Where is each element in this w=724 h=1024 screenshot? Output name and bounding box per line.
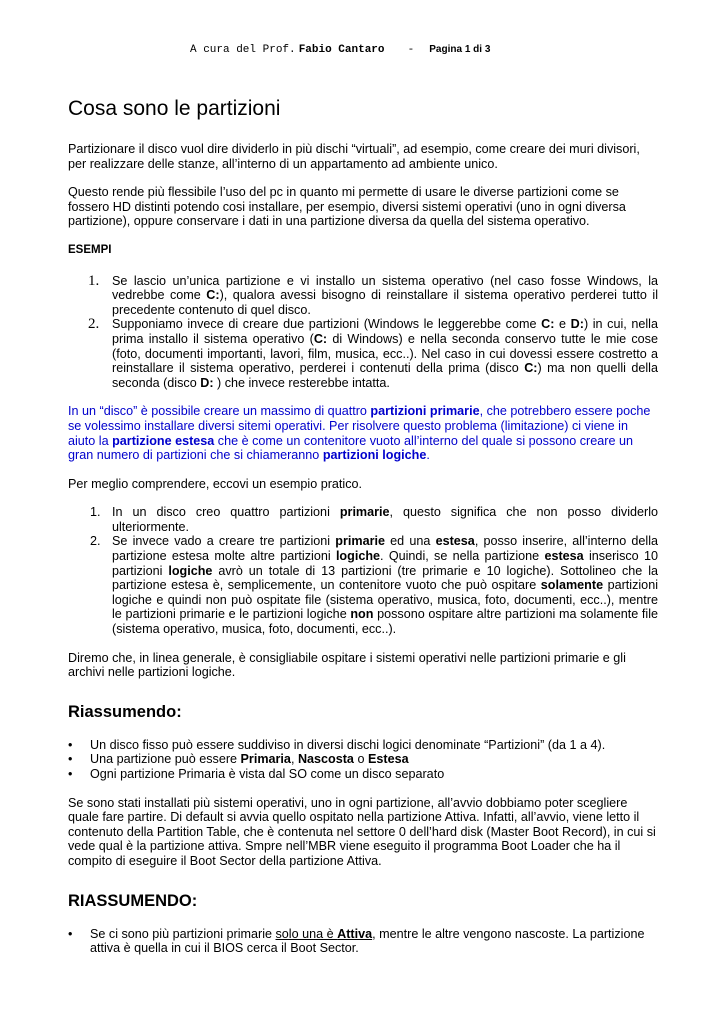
intro-paragraph-2: Questo rende più flessibile l’uso del pc in quanto mi permette di usare le diverse partizioni come se fossero HD distinti potendo cosi installare, per esempio, diversi sistemi operativi (uno in ogni diversa partizione), oppure conservare i dati in una partizione diversa da quella del sistema operativo.: [68, 185, 626, 229]
list-item-text: Se lascio un’unica partizione e vi installo un sistema operativo (nel caso fosse Windows, la vedrebbe come C:), qualora avessi bisogno di reinstallare il sistema operativo perderei tutto il precedente contenuto di quel disco.: [112, 273, 658, 317]
esempi-list: [68, 274, 658, 391]
page-header: [190, 43, 590, 56]
recommendation-paragraph: Diremo che, in linea generale, è consigliabile ospitare i sistemi operativi nelle partizioni primarie e gli archivi nelle partizioni logiche.: [68, 650, 626, 680]
summary-heading: Riassumendo:: [68, 702, 182, 721]
list-item: [68, 767, 658, 782]
practical-example-list: [68, 505, 658, 636]
list-item-text: Una partizione può essere Primaria, Nascosta o Estesa: [90, 752, 409, 767]
list-item: [68, 738, 658, 753]
summary-bullet-list: [68, 738, 658, 782]
list-item-text: Se ci sono più partizioni primarie solo una è Attiva, mentre le altre vengono nascoste. La partizione attiva è quella in cui il BIOS cerca il Boot Sector.: [90, 926, 645, 956]
list-item-text: Supponiamo invece di creare due partizioni (Windows le leggerebbe come C: e D:) in cui, nella prima installo il sistema operativo (C: di Windows) e nella seconda conservo tutte le mie cose (foto, documenti importanti, lavori, film, musica, ecc..). Nel caso in cui dovessi essere costretto a reinstallare il sistema operativo, perderei i contenuti della prima (disco C:) ma non quelli della seconda (disco D: ) che invece resterebbe intatta.: [112, 317, 658, 390]
list-item: [68, 317, 658, 390]
intro-paragraph-1: Partizionare il disco vuol dire dividerlo in più dischi “virtuali”, ad esempio, come creare dei muri divisori, per realizzare delle stanze, all’interno di un appartamento ad ambiente unico.: [68, 142, 640, 171]
list-item-text: Se invece vado a creare tre partizioni primarie ed una estesa, posso inserire, all’interno della partizione estesa molte altre partizioni logiche. Quindi, se nella partizione estesa inserisco 10 partizioni logiche avrò un totale di 13 partizioni (tre primarie e 10 logiche). Sottolineo che la partizione estesa è, semplicemente, un contenitore vuoto che può ospitare solamente partizioni logiche e quindi non può ospitate file (sistema operativo, musica, foto, documenti, ecc..), mentre le partizioni primarie e le partizioni logiche non possono ospitare altre partizioni ma solamente file (sistema operativo, musica, foto, documenti, ecc..).: [112, 534, 658, 637]
page-title: Cosa sono le partizioni: [68, 97, 281, 120]
list-item: [68, 927, 658, 956]
bullet-icon: •: [68, 752, 73, 767]
primary-partitions-paragraph: In un “disco” è possibile creare un massimo di quattro partizioni primarie, che potrebbero essere poche se volessimo installare diversi sitemi operativi. Per risolvere questo problema (limitazione) ci viene in aiuto la partizione estesa che è come un contenitore vuoto all’interno del quale si possono creare un gran numero di partizioni che si chiameranno partizioni logiche.: [68, 404, 651, 463]
bullet-icon: •: [68, 767, 73, 781]
header-dash: -: [407, 44, 415, 56]
list-number: 2.: [90, 534, 101, 549]
bullet-icon: •: [68, 926, 73, 941]
esempi-heading: ESEMPI: [68, 243, 112, 256]
boot-paragraph: Se sono stati installati più sistemi operativi, uno in ogni partizione, all’avvio dobbiamo poter scegliere quale fare partire. Di default si avvia quello ospitato nella partizione Attiva. Infatti, all’avvio, viene letto il contenuto della Partition Table, che è contenuta nel settore 0 dell’hard disk (Master Boot Record), in cui si vede qual è la partizione attiva. Smpre nell’MBR viene eseguito il programma Boot Loader che ha il compito di eseguire il Boot Sector della partizione Attiva.: [68, 795, 656, 868]
list-item: [68, 534, 658, 636]
list-number: 2.: [88, 316, 100, 333]
bullet-icon: •: [68, 737, 73, 752]
list-number: 1.: [90, 505, 101, 520]
list-item: [68, 505, 658, 534]
list-number: 1.: [88, 272, 100, 289]
list-item: [68, 752, 658, 767]
document-body: [68, 96, 658, 970]
list-item-text: In un disco creo quattro partizioni primarie, questo significa che non posso dividerlo ulteriormente.: [112, 505, 658, 534]
list-item-text: Un disco fisso può essere suddiviso in diversi dischi logici denominate “Partizioni” (da 1 a 4).: [90, 737, 606, 752]
list-item: [68, 274, 658, 318]
header-prefix: A cura del Prof.: [190, 44, 296, 56]
example-intro: Per meglio comprendere, eccovi un esempio pratico.: [68, 476, 362, 491]
summary-bullet-list-2: [68, 927, 658, 956]
summary-heading-2: RIASSUMENDO:: [68, 891, 198, 910]
header-author: Fabio Cantaro: [298, 44, 385, 56]
header-page-number: Pagina 1 di 3: [429, 44, 491, 55]
list-item-text: Ogni partizione Primaria è vista dal SO come un disco separato: [90, 767, 445, 781]
